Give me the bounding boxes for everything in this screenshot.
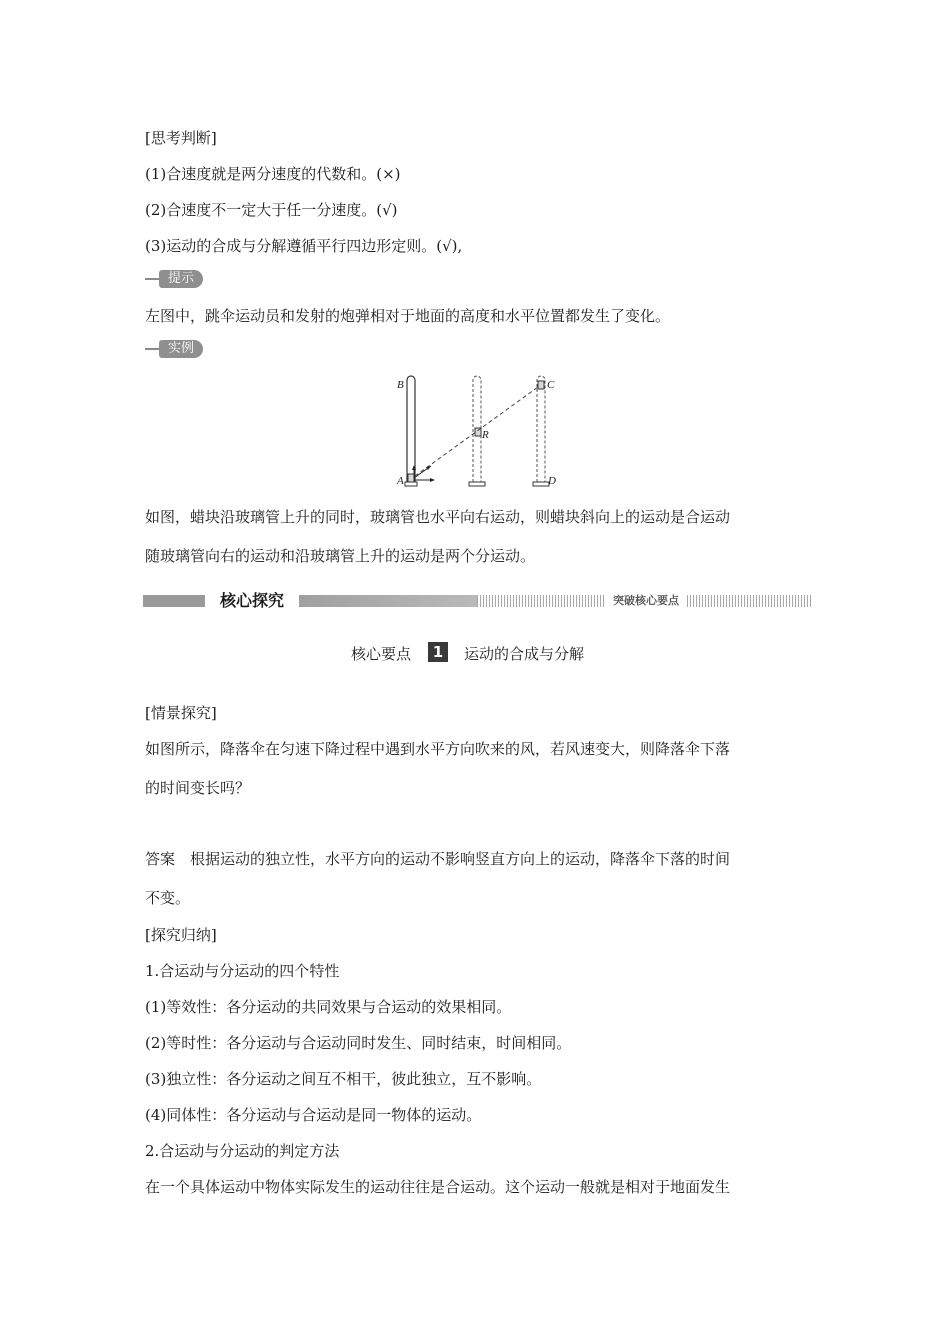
property-2: (2)等时性：各分运动与合运动同时发生、同时结束，时间相同。 <box>145 1034 572 1052</box>
hint-tag-dash <box>145 278 159 280</box>
summary-section2-text: 在一个具体运动中物体实际发生的运动往往是合运动。这个运动一般就是相对于地面发生 <box>145 1178 731 1196</box>
label-r: R <box>482 429 489 441</box>
hint-text: 左图中，跳伞运动员和发射的炮弹相对于地面的高度和水平位置都发生了变化。 <box>145 307 671 325</box>
banner-hatch-left <box>477 595 605 607</box>
answer-line-1: 答案 根据运动的独立性，水平方向的运动不影响竖直方向上的运动，降落伞下落的时间 <box>145 850 731 868</box>
label-b: B <box>397 379 404 391</box>
hint-tag-label: 提示 <box>159 270 203 288</box>
example-tag <box>145 340 203 358</box>
answer-line-2: 不变。 <box>145 889 191 907</box>
think-item-1: (1)合速度就是两分速度的代数和。(×) <box>145 165 401 183</box>
property-3: (3)独立性：各分运动之间互不相干，彼此独立，互不影响。 <box>145 1070 542 1088</box>
glass-tube-figure <box>395 372 565 494</box>
banner-bar-left <box>143 595 205 607</box>
core-point-label: 核心要点 <box>351 645 412 663</box>
think-item-2: (2)合速度不一定大于任一分速度。(√) <box>145 201 398 219</box>
property-1: (1)等效性：各分运动的共同效果与合运动的效果相同。 <box>145 998 512 1016</box>
summary-section2-title: 2.合运动与分运动的判定方法 <box>145 1142 340 1160</box>
example-text-1: 如图，蜡块沿玻璃管上升的同时，玻璃管也水平向右运动，则蜡块斜向上的运动是合运动 <box>145 508 731 526</box>
think-heading: [思考判断] <box>145 129 217 147</box>
label-a: A <box>397 475 404 487</box>
section-banner <box>143 591 813 611</box>
scenario-line-2: 的时间变长吗？ <box>145 779 251 797</box>
hint-tag <box>145 270 203 288</box>
example-tag-label: 实例 <box>159 340 203 358</box>
tube-dashed-right <box>533 376 549 486</box>
scenario-heading: [情景探究] <box>145 704 217 722</box>
banner-title: 核心探究 <box>219 591 284 610</box>
core-point-title: 运动的合成与分解 <box>464 645 585 663</box>
think-item-3: (3)运动的合成与分解遵循平行四边形定则。(√), <box>145 237 463 255</box>
example-text-2: 随玻璃管向右的运动和沿玻璃管上升的运动是两个分运动。 <box>145 547 536 565</box>
example-tag-dash <box>145 348 159 350</box>
banner-subtitle: 突破核心要点 <box>613 594 679 607</box>
core-point-number: 1 <box>428 642 448 662</box>
property-4: (4)同体性：各分运动与合运动是同一物体的运动。 <box>145 1106 482 1124</box>
core-point-heading <box>0 642 950 666</box>
banner-hatch-right <box>687 595 813 607</box>
label-c: C <box>547 379 555 391</box>
summary-heading: [探究归纳] <box>145 926 217 944</box>
scenario-line-1: 如图所示，降落伞在匀速下降过程中遇到水平方向吹来的风，若风速变大，则降落伞下落 <box>145 740 731 758</box>
banner-bar-middle <box>299 595 477 607</box>
summary-section1-title: 1.合运动与分运动的四个特性 <box>145 962 340 980</box>
label-d: D <box>548 475 556 487</box>
